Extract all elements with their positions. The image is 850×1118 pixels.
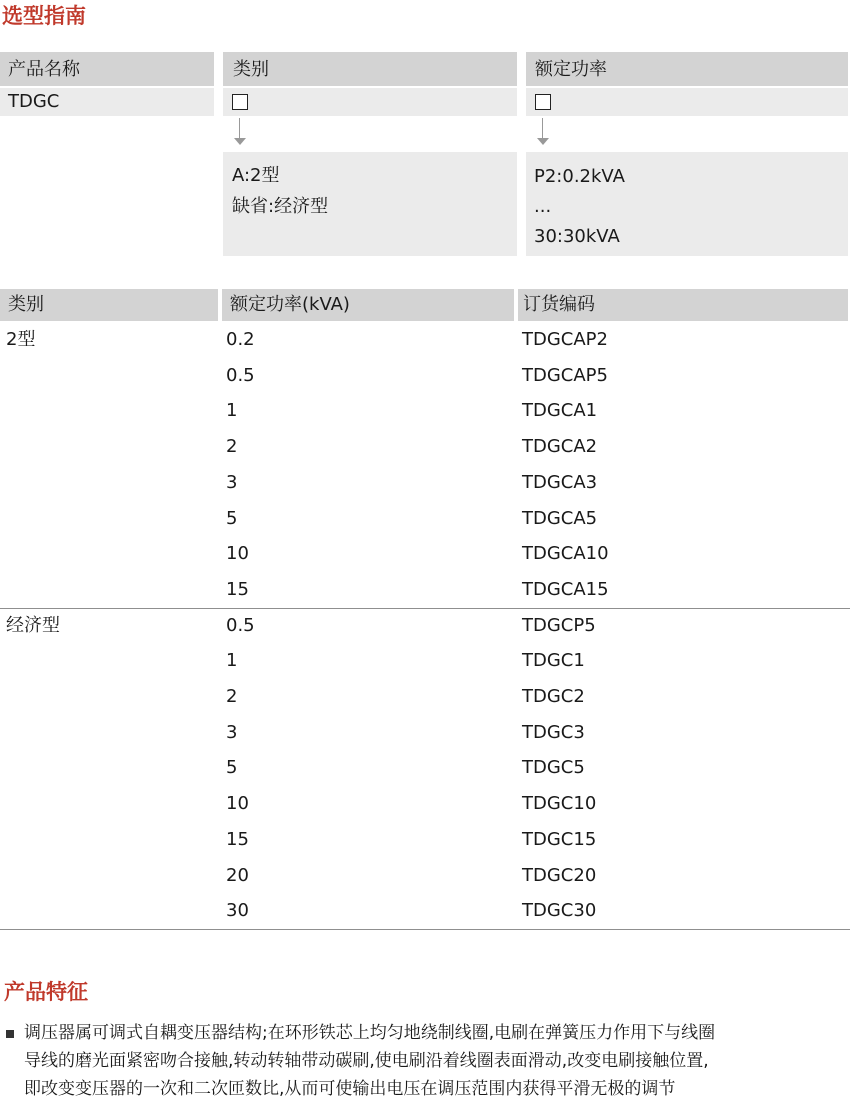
feature-line: 导线的磨光面紧密吻合接触,转动转轴带动碳刷,使电刷沿着线圈表面滑动,改变电刷接触位置, [24, 1051, 709, 1071]
table-row [0, 750, 850, 786]
row-power: 2 [226, 436, 238, 458]
category-header: 类别 [223, 52, 517, 86]
power-checkbox-cell [526, 88, 848, 116]
category-checkbox-cell [223, 88, 517, 116]
table-row [0, 643, 850, 679]
group-divider [0, 929, 850, 930]
row-code: TDGC2 [522, 686, 585, 707]
table-row [0, 608, 850, 644]
table-header-power: 额定功率(kVA) [222, 289, 514, 321]
table-row [0, 536, 850, 572]
row-code: TDGCA15 [522, 578, 609, 600]
selection-guide-title: 选型指南 [2, 4, 86, 28]
row-power: 1 [226, 650, 238, 672]
row-code: TDGCA10 [522, 543, 609, 565]
row-power: 0.5 [226, 614, 255, 636]
row-code: TDGCAP5 [522, 364, 608, 386]
row-code: TDGC10 [522, 793, 597, 815]
feature-line: 即改变变压器的一次和二次匝数比,从而可使输出电压在调压范围内获得平滑无极的调节 [24, 1079, 676, 1099]
row-code: TDGCAP2 [522, 329, 608, 350]
row-code: TDGCP5 [522, 614, 596, 636]
table-row [0, 358, 850, 394]
power-options-box [526, 152, 848, 256]
row-code: TDGCA5 [522, 507, 598, 529]
row-code: TDGC20 [522, 864, 597, 886]
row-code: TDGC5 [522, 757, 585, 779]
row-code: TDGC1 [522, 650, 585, 672]
row-code: TDGC30 [522, 900, 597, 922]
power-option: ... [534, 196, 552, 217]
table-row [0, 822, 850, 858]
row-code: TDGC3 [522, 721, 585, 743]
row-power: 20 [226, 864, 249, 886]
table-row [0, 429, 850, 465]
category-arrow-icon [232, 118, 248, 145]
row-power: 1 [226, 400, 238, 422]
table-header-category: 类别 [0, 289, 218, 321]
power-checkbox[interactable] [535, 94, 551, 110]
table-row [0, 858, 850, 894]
category-checkbox[interactable] [232, 94, 248, 110]
table-row [0, 893, 850, 929]
row-code: TDGC15 [522, 828, 597, 850]
feature-line: 调压器属可调式自耦变压器结构;在环形铁芯上均匀地绕制线圈,电刷在弹簧压力作用下与线圈 [24, 1023, 716, 1043]
row-power: 5 [226, 507, 238, 529]
row-power: 10 [226, 793, 249, 815]
product-name-header: 产品名称 [0, 52, 214, 86]
row-code: TDGCA3 [522, 471, 598, 493]
power-option: 30:30kVA [534, 226, 620, 247]
row-category: 经济型 [6, 614, 60, 636]
table-row [0, 501, 850, 537]
row-power: 10 [226, 543, 249, 565]
row-power: 2 [226, 686, 238, 707]
table-header-code: 订货编码 [518, 289, 848, 321]
row-power: 0.5 [226, 364, 255, 386]
row-power: 30 [226, 900, 249, 922]
row-code: TDGCA2 [522, 436, 598, 458]
category-option: 缺省:经济型 [232, 196, 329, 217]
table-row [0, 393, 850, 429]
features-title: 产品特征 [4, 980, 88, 1004]
row-category: 2型 [6, 329, 36, 350]
row-power: 3 [226, 721, 238, 743]
row-power: 5 [226, 757, 238, 779]
table-row [0, 786, 850, 822]
table-row [0, 715, 850, 751]
product-name-value: TDGC [0, 88, 214, 116]
rated-power-header: 额定功率 [526, 52, 848, 86]
row-power: 3 [226, 471, 238, 493]
row-power: 15 [226, 828, 249, 850]
row-code: TDGCA1 [522, 400, 598, 422]
power-arrow-icon [535, 118, 551, 145]
category-option: A:2型 [232, 165, 280, 186]
table-row [0, 679, 850, 715]
table-row [0, 572, 850, 608]
row-power: 0.2 [226, 329, 255, 350]
table-row [0, 465, 850, 501]
row-power: 15 [226, 578, 249, 600]
bullet-icon [6, 1030, 14, 1038]
category-options-box [223, 152, 517, 256]
power-option: P2:0.2kVA [534, 166, 625, 187]
table-row [0, 322, 850, 358]
